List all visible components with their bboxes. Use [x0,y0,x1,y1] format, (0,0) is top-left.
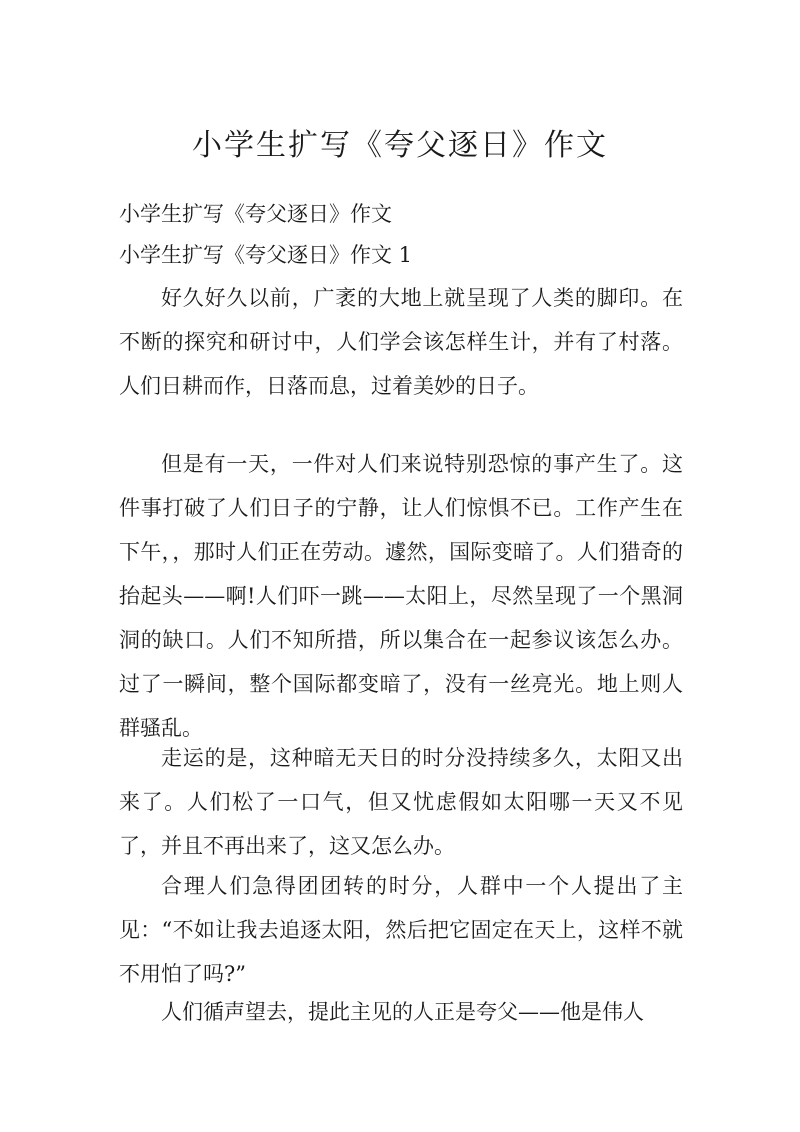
paragraph-3: 走运的是，这种暗无天日的时分没持续多久，太阳又出来了。人们松了一口气，但又忧虑假如太阳哪一天又不见了，并且不再出来了，这又怎么办。 [119,746,683,858]
document-subtitle: 小学生扩写《夸父逐日》作文 [119,202,392,226]
section-heading: 小学生扩写《夸父逐日》作文 1 [119,243,413,267]
paragraph-5: 人们循声望去，提此主见的人正是夸父——他是伟人 [161,1000,644,1024]
paragraph-1: 好久好久以前，广袤的大地上就呈现了人类的脚印。在不断的探究和研讨中，人们学会该怎样生计，并有了村落。人们日耕而作，日落而息，过着美妙的日子。 [119,286,683,398]
paragraph-2: 但是有一天，一件对人们来说特别恐惊的事产生了。这件事打破了人们日子的宁静，让人们惊惧不已。工作产生在下午，，那时人们正在劳动。遽然，国际变暗了。人们猎奇的抬起头——啊!人们吓一跳——太阳上，尽然呈现了一个黑洞洞的缺口。人们不知所措，所以集合在一起参议该怎么办。过了一瞬间，整个国际都变暗了，没有一丝亮光。地上则人群骚乱。 [119,452,683,740]
document-title: 小学生扩写《夸父逐日》作文 [192,128,608,163]
paragraph-4: 合理人们急得团团转的时分，人群中一个人提出了主见：“不如让我去追逐太阳，然后把它固定在天上，这样不就不用怕了吗?” [119,874,683,986]
